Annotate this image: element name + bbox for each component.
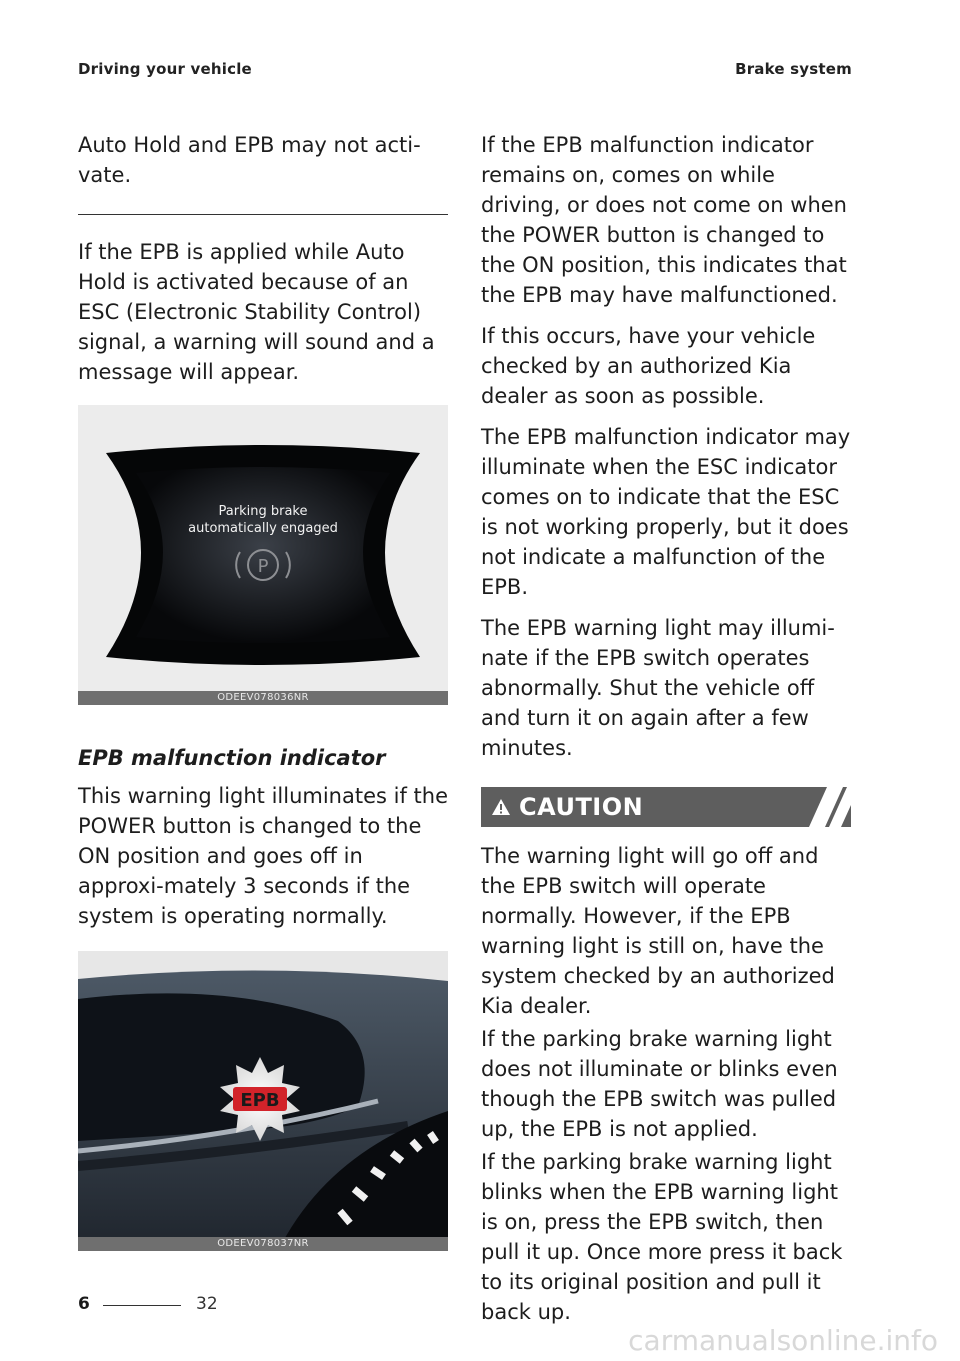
watermark: carmanualsonline.info xyxy=(628,1324,938,1357)
section-heading: EPB malfunction indicator xyxy=(78,746,386,770)
chapter-number: 6 xyxy=(78,1294,90,1314)
caution-paragraph-1: The warning light will go off and the EPB switch will operate normally. However, if the EPB warning light is still on, have the system checked by an authorized Kia dealer. xyxy=(481,844,835,1018)
caution-title: CAUTION xyxy=(519,793,644,821)
epb-badge-text: EPB xyxy=(240,1090,280,1111)
auto-hold-paragraph: If the EPB is applied while Auto Hold is activated because of an ESC (Electronic Stability Control) signal, a warning will sound and a message will appear. xyxy=(78,240,435,384)
right-column xyxy=(481,130,851,1327)
caution-paragraph-3: If the parking brake warning light blinks when the EPB warning light is on, press the EPB switch, then pull it up. Once more press it back to its original position and pull it back up. xyxy=(481,1150,843,1324)
page-number: 32 xyxy=(196,1294,218,1314)
instrument-cluster-image xyxy=(78,951,448,1251)
warning-triangle-icon xyxy=(491,798,511,816)
left-column xyxy=(78,130,448,1251)
running-header-section: Brake system xyxy=(735,60,852,78)
cluster-message-figure xyxy=(78,405,448,705)
figure-code: ODEEV078036NR xyxy=(78,691,448,705)
cluster-message-line2: automatically engaged xyxy=(188,521,338,536)
cluster-message-line1: Parking brake xyxy=(218,504,308,519)
caution-stripes xyxy=(791,787,851,827)
caution-banner xyxy=(481,787,851,827)
running-header-chapter: Driving your vehicle xyxy=(78,60,252,78)
switch-paragraph: The EPB warning light may illumi-nate if the EPB switch operates abnormally. Shut the vehicle off and turn it on again after a few minutes. xyxy=(481,616,835,760)
malfunction-paragraph: If the EPB malfunction indicator remains on, comes on while driving, or does not come on when the POWER button is changed to the ON position, this indicates that the EPB may have malfunctioned. xyxy=(481,133,847,307)
divider xyxy=(78,214,448,215)
figure-code: ODEEV078037NR xyxy=(78,1237,448,1251)
indicator-paragraph: This warning light illuminates if the POWER button is changed to the ON position and goes off in approxi-mately 3 seconds if the system is operating normally. xyxy=(78,784,448,928)
caution-paragraph-2: If the parking brake warning light does not illuminate or blinks even though the EPB switch was pulled up, the EPB is not applied. xyxy=(481,1027,838,1141)
dealer-paragraph: If this occurs, have your vehicle checked by an authorized Kia dealer as soon as possible. xyxy=(481,324,816,408)
parking-brake-icon-letter: P xyxy=(257,556,269,577)
esc-paragraph: The EPB malfunction indicator may illuminate when the ESC indicator comes on to indicate that the ESC is not working properly, but it does not indicate a malfunction of the EPB. xyxy=(481,425,851,599)
intro-text: Auto Hold and EPB may not acti-vate. xyxy=(78,133,421,187)
epb-warning-figure xyxy=(78,951,448,1251)
footer-rule xyxy=(103,1305,181,1306)
cluster-display-image xyxy=(78,405,448,705)
